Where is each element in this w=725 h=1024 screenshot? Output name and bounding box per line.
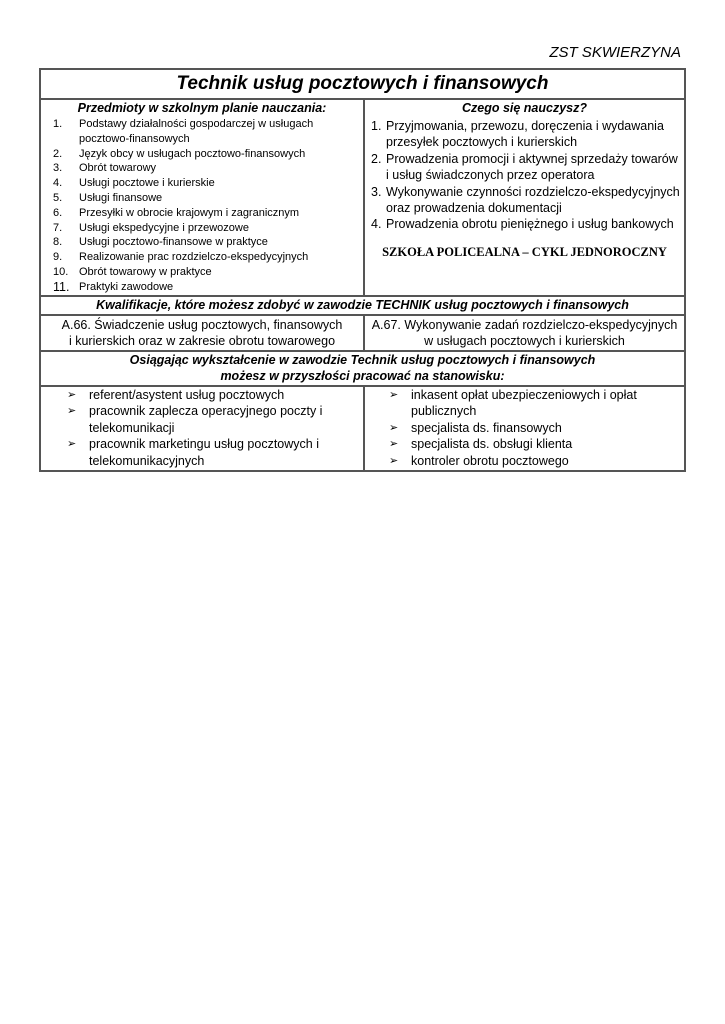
item-number: 3. [53, 162, 63, 175]
item-number: 9. [53, 251, 63, 264]
item-text: Przesyłki w obrocie krajowym i zagranicznym [79, 206, 300, 219]
school-type-label: SZKOŁA POLICEALNA – CYKL JEDNOROCZNY [382, 244, 667, 259]
item-text: Obrót towarowy w praktyce [79, 265, 212, 278]
item-text: Podstawy działalności gospodarczej w usługach pocztowo-finansowych [79, 118, 314, 145]
list-item [41, 191, 363, 206]
item-number: 4. [371, 217, 382, 232]
school-name-header: ZST SKWIERZYNA [549, 44, 681, 61]
item-text: kontroler obrotu pocztowego [411, 453, 569, 468]
arrow-bullet-icon: ➢ [67, 388, 77, 401]
list-item [41, 387, 363, 404]
list-item [365, 184, 684, 217]
arrow-bullet-icon: ➢ [389, 438, 399, 451]
item-text: Wykonywanie czynności rozdzielczo-ekspedycyjnych oraz prowadzenia dokumentacji [386, 184, 680, 216]
item-number: 11. [53, 279, 70, 294]
careers-left [41, 387, 365, 471]
qualification-a66-line2: i kurierskich oraz w zakresie obrotu towarowego [68, 333, 336, 348]
profession-title: Technik usług pocztowych i finansowych [176, 73, 549, 94]
list-item [41, 117, 363, 147]
list-item [41, 161, 363, 176]
item-text: pracownik marketingu usług pocztowych i telekomunikacyjnych [89, 437, 319, 468]
list-item [365, 453, 684, 470]
list-item [41, 221, 363, 236]
arrow-bullet-icon: ➢ [389, 421, 399, 434]
qualification-a66 [41, 316, 365, 350]
item-number: 5. [53, 191, 63, 204]
learn-heading: Czego się nauczysz? [461, 101, 588, 115]
careers-heading-row [41, 350, 684, 385]
arrow-bullet-icon: ➢ [389, 388, 399, 401]
list-item [365, 436, 684, 453]
subjects-list [41, 117, 363, 295]
item-number: 8. [53, 236, 63, 249]
item-text: specjalista ds. finansowych [411, 420, 562, 435]
learn-section [365, 100, 684, 295]
item-number: 3. [371, 184, 382, 199]
list-item [41, 147, 363, 162]
item-text: Usługi pocztowo-finansowe w praktyce [79, 236, 268, 249]
list-item [365, 216, 684, 232]
list-item [41, 403, 363, 436]
item-number: 10. [53, 265, 69, 278]
item-text: Realizowanie prac rozdzielczo-ekspedycyjnych [79, 251, 309, 264]
list-item [365, 387, 684, 420]
qualifications-heading-row [41, 295, 684, 314]
subjects-heading: Przedmioty w szkolnym planie nauczania: [77, 101, 327, 115]
item-number: 6. [53, 206, 63, 219]
qualification-a66-line1: A.66. Świadczenie usług pocztowych, finansowych [61, 317, 343, 332]
item-text: Prowadzenia obrotu pieniężnego i usług bankowych [386, 217, 674, 232]
arrow-bullet-icon: ➢ [67, 438, 77, 451]
arrow-bullet-icon: ➢ [67, 405, 77, 418]
item-number: 2. [53, 147, 63, 160]
item-number: 1. [371, 119, 382, 133]
careers-list-left [41, 387, 363, 471]
qualifications-row [41, 314, 684, 350]
item-text: Usługi pocztowe i kurierskie [79, 177, 215, 190]
careers-right [365, 387, 684, 471]
item-text: Praktyki zawodowe [79, 280, 174, 293]
careers-heading [41, 352, 684, 385]
list-item [365, 420, 684, 437]
list-item [41, 250, 363, 265]
item-number: 1. [53, 118, 63, 130]
subjects-learn-row [41, 98, 684, 295]
list-item [41, 265, 363, 280]
item-text: Język obcy w usługach pocztowo-finansowych [79, 147, 306, 160]
item-text: referent/asystent usług pocztowych [89, 387, 285, 402]
qualification-a67-line2: w usługach pocztowych i kurierskich [424, 333, 625, 348]
list-item [41, 436, 363, 469]
list-item [41, 280, 363, 295]
qualifications-heading: Kwalifikacje, które możesz zdobyć w zawodzie TECHNIK usług pocztowych i finansowych [96, 297, 629, 312]
item-text: Usługi ekspedycyjne i przewozowe [79, 221, 249, 234]
item-text: specjalista ds. obsługi klienta [411, 437, 573, 452]
item-text: pracownik zaplecza operacyjnego poczty i telekomunikacji [89, 404, 323, 435]
careers-list-right [365, 387, 684, 471]
careers-row [41, 385, 684, 471]
qualification-a67-line1: A.67. Wykonywanie zadań rozdzielczo-ekspedycyjnych [371, 317, 678, 332]
list-item [365, 151, 684, 184]
item-number: 2. [371, 151, 382, 166]
item-text: Obrót towarowy [79, 162, 157, 175]
arrow-bullet-icon: ➢ [389, 454, 399, 467]
item-text: Prowadzenia promocji i aktywnej sprzedaży towarów i usług świadczonych przez operatora [386, 151, 678, 183]
careers-heading-line2: możesz w przyszłości pracować na stanowisku: [220, 369, 505, 384]
subjects-section [41, 100, 365, 295]
item-text: Usługi finansowe [79, 191, 163, 204]
qualification-a67 [365, 316, 684, 350]
list-item [365, 118, 684, 151]
list-item [41, 235, 363, 250]
title-row [41, 70, 684, 98]
careers-heading-line1: Osiągając wykształcenie w zawodzie Technik usług pocztowych i finansowych [129, 352, 596, 367]
list-item [41, 206, 363, 221]
item-text: inkasent opłat ubezpieczeniowych i opłat publicznych [411, 387, 637, 419]
list-item [41, 176, 363, 191]
item-text: Przyjmowania, przewozu, doręczenia i wydawania przesyłek pocztowych i kurierskich [386, 119, 664, 150]
learn-list [365, 118, 684, 233]
item-number: 4. [53, 177, 63, 190]
profession-info-table [39, 68, 686, 472]
item-number: 7. [53, 221, 63, 234]
